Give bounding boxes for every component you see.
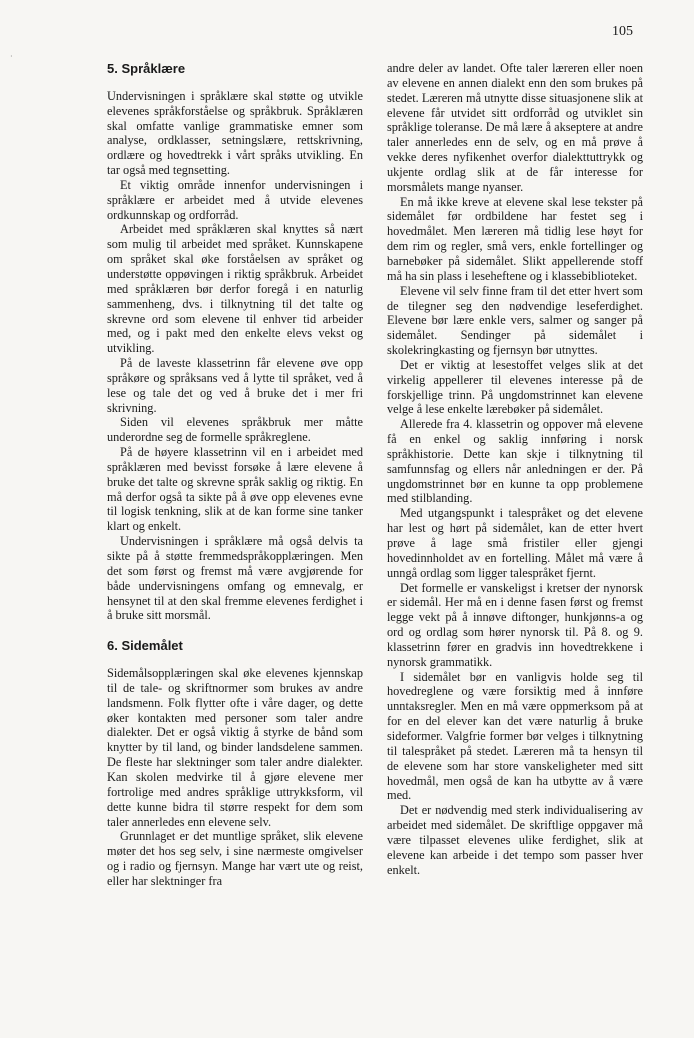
- paragraph: En må ikke kreve at elevene skal lese tekster på sidemålet før ordbildene har festet seg i hovedmålet. Men læreren må tidlig lese høyt for dem rim og regler, små vers, enkle fortellinger og barnebøker på sidemålet. Slikt appellerende stoff må ha sin plass i leseheftene og i klassebiblioteket.: [387, 194, 643, 283]
- page-number: 105: [612, 24, 633, 39]
- paragraph: Et viktig område innenfor undervisningen i språklære er arbeidet med å utvide elevenes ordkunnskap og ordforråd.: [107, 177, 363, 222]
- paragraph: Grunnlaget er det muntlige språket, slik elevene møter det hos seg selv, i sine nærmeste omgivelser og i radio og fjernsyn. Mange har vært ute og reist, eller har slektninger fra: [107, 829, 363, 888]
- section-6-heading: 6. Sidemålet: [107, 638, 183, 654]
- paragraph: Allerede fra 4. klassetrin og oppover må elevene få en enkel og saklig innføring i norsk språkhistorie. Dette kan skje i tilknytning til samfunnsfag og ellers når anledningen er der. På ungdomstrinnet bør en kunne ta opp problemene med stilblanding.: [387, 417, 643, 506]
- paragraph: Elevene vil selv finne fram til det etter hvert som de tilegner seg den nødvendige leseferdighet. Elevene bør lære enkle vers, salmer og sanger på sidemålet. Sendinger på sidemålet i skolekringkasting og fjernsyn bør utnyttes.: [387, 283, 643, 358]
- paragraph: På de laveste klassetrinn får elevene øve opp språkøre og språksans ved å lytte til språket, ved å lese og tale det og ved å bruke det i mer fri skrivning.: [107, 356, 363, 415]
- paragraph: I sidemålet bør en vanligvis holde seg til hovedreglene og være forsiktig med å innføre unntaksregler. Men en må være oppmerksom på at for en del elever kan det være naturlig å bruke sideformer. Valgfrie former bør velges i tilknytning til talespråket på stedet. Læreren må ta hensyn til de elevene som har store vanskeligheter med sitt hovedmål, men også de kan ha utbytte av å være med.: [387, 669, 643, 803]
- margin-mark: ·: [10, 52, 13, 61]
- right-column: [387, 61, 643, 877]
- paragraph: Undervisningen i språklære skal støtte og utvikle elevenes språkforståelse og språkbruk. Språklæren skal omfatte vanlige grammatiske emner som analyse, ordklasser, setningslære, rettskrivning, ordlære og hovedtrekk i vårt språks utvikling. En tar også med tegnsetting.: [107, 88, 363, 178]
- paragraph: Arbeidet med språklæren skal knyttes så nært som mulig til arbeidet med språket. Kunnskapene om språket skal øke forståelsen av språket og understøtte oppøvingen i riktig språkbruk. Arbeidet med språklæren bør derfor foregå i en naturlig sammenheng, dvs. i tilknytning til det talte og skrevne ord som elevene til enhver tid arbeider med, og i pakt med den enkelte elevs vekst og utvikling.: [107, 222, 363, 356]
- paragraph: Undervisningen i språklære må også delvis ta sikte på å støtte fremmedspråkopplæringen. Men det som først og fremst må være avgjørende for både undervisningens omfang og emnevalg, er hensynet til at den skal fremme elevenes ferdighet i å bruke sitt morsmål.: [107, 534, 363, 623]
- paragraph: Siden vil elevenes språkbruk mer måtte underordne seg de formelle språkreglene.: [107, 415, 363, 445]
- paragraph: Sidemålsopplæringen skal øke elevenes kjennskap til de tale- og skriftnormer som brukes av andre landsmenn. Folk flytter ofte i våre dager, og dette øker kontakten med personer som taler andre dialekter. Det er også viktig å styrke de bånd som knytter by til land, og binder landsdelene sammen. De fleste har slektninger som taler andre dialekter. Kan skolen medvirke til å gjøre elevene mer fortrolige med andres språklige uttrykksform, vil dette kunne bidra til større respekt for dem som taler annerledes enn elevene selv.: [107, 666, 363, 829]
- section-5-heading: 5. Språklære: [107, 61, 186, 76]
- paragraph: På de høyere klassetrinn vil en i arbeidet med språklæren med bevisst forsøke å lære elevene å bruke det talte og skrevne språk saklig og riktig. En må derfor også ta sikte på å øve opp elevenes evne til logisk tenkning, slik at de kan forme sine tanker klart og enkelt.: [107, 445, 363, 534]
- paragraph: Det er nødvendig med sterk individualisering av arbeidet med sidemålet. De skriftlige oppgaver må være tilpasset elevenes ulike ferdighet, slik at elevene kan arbeide i det tempo som passer hver enkelt.: [387, 803, 643, 877]
- paragraph: andre deler av landet. Ofte taler læreren eller noen av elevene en annen dialekt enn den som brukes på stedet. Læreren må utnytte disse situasjonene slik at elevene får utvidet sitt ordforråd og utviklet sin språklige toleranse. De må lære å akseptere at andre taler annerledes enn de selv, og en må prøve å vekke deres nyfikenhet overfor dialekttuttrykk og ukjente ordlag slik at de får interesse for morsmålets mange nyanser.: [387, 61, 643, 194]
- paragraph: Med utgangspunkt i talespråket og det elevene har lest og hørt på sidemålet, kan de etter hvert prøve å lage små fristiler eller gjengi hovedinnholdet av en fortelling. Målet må være å unngå ordlag som ligger talespråket fjernt.: [387, 506, 643, 580]
- left-column: [107, 56, 363, 889]
- paragraph: Det er viktig at lesestoffet velges slik at det virkelig appellerer til elevenes interesse på de forskjellige trinn. På ungdomstrinnet kan elevene velge å lese enkelte lærebøker på sidemålet.: [387, 357, 643, 417]
- paragraph: Det formelle er vanskeligst i kretser der nynorsk er sidemål. Her må en i denne fasen først og fremst legge vekt på å innøve diftonger, hunkjønns-a og ord og ordlag som hører nynorsk til. På 8. og 9. klassetrinn fører en gradvis inn hovedtrekkene i nynorsk grammatikk.: [387, 580, 643, 669]
